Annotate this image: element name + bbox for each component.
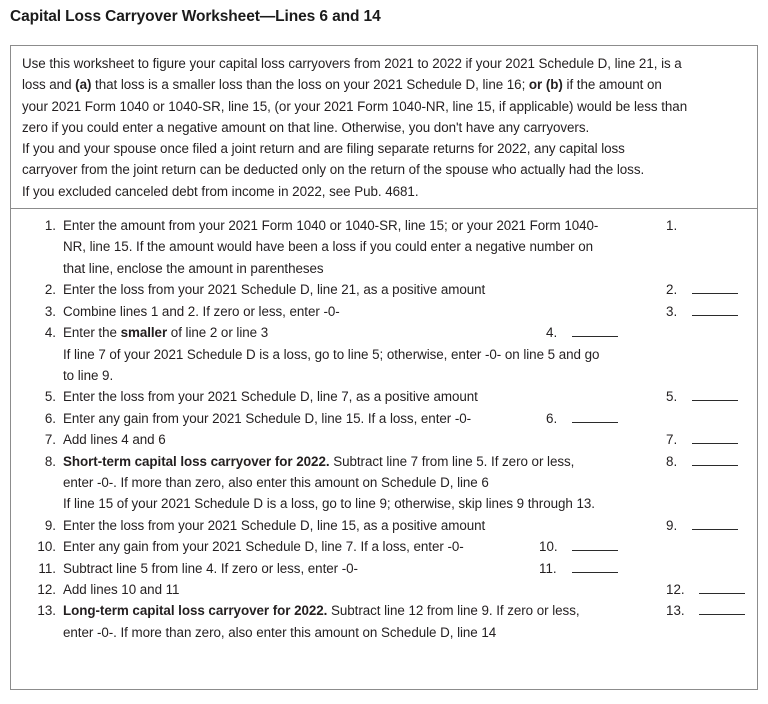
worksheet-line-4-note1 bbox=[11, 344, 757, 365]
intro-line-2-text: loss and (a) that loss is a smaller loss than the loss on your 2021 Schedule D, line 16; or (b) if the amount on bbox=[22, 77, 662, 93]
worksheet-line-4 bbox=[11, 322, 757, 343]
answer-field-5-rule[interactable] bbox=[692, 387, 738, 401]
worksheet-line-8-note bbox=[11, 493, 757, 514]
intro-line-2 bbox=[22, 74, 746, 95]
page-title: Capital Loss Carryover Worksheet—Lines 6 and 14 bbox=[10, 8, 381, 25]
line-text-5: Enter the loss from your 2021 Schedule D, line 7, as a positive amount bbox=[63, 389, 478, 405]
answer-field-10[interactable] bbox=[539, 536, 618, 557]
line-number-12: 12. bbox=[37, 581, 56, 597]
answer-field-1-rule[interactable] bbox=[692, 217, 738, 230]
answer-field-3[interactable] bbox=[666, 301, 738, 322]
worksheet-line-13-cont bbox=[11, 622, 757, 643]
intro-line-3: your 2021 Form 1040 or 1040-SR, line 15, (or your 2021 Form 1040-NR, line 15, if applicable) would be less than bbox=[22, 98, 688, 114]
answer-field-13[interactable] bbox=[666, 600, 745, 621]
worksheet-line-1 bbox=[11, 215, 757, 236]
answer-field-4-rule[interactable] bbox=[572, 323, 618, 337]
line-text-1b: NR, line 15. If the amount would have been a loss if you could enter a negative number on bbox=[63, 239, 594, 255]
line-8-bold-lead: Short-term capital loss carryover for 2022. bbox=[63, 453, 330, 469]
answer-field-5[interactable] bbox=[666, 386, 738, 407]
line-4-note-b: to line 9. bbox=[63, 367, 114, 383]
answer-field-11[interactable] bbox=[539, 558, 618, 579]
line-text-2: Enter the loss from your 2021 Schedule D, line 21, as a positive amount bbox=[63, 282, 486, 298]
line-text-13 bbox=[63, 600, 757, 621]
line-number-8: 8. bbox=[44, 453, 56, 469]
answer-field-1-label: 1. bbox=[666, 218, 678, 234]
answer-field-9[interactable] bbox=[666, 515, 738, 536]
line-number-2: 2. bbox=[44, 282, 56, 298]
worksheet-line-1-cont1 bbox=[11, 236, 757, 257]
answer-field-1[interactable] bbox=[666, 215, 738, 236]
answer-field-11-label: 11. bbox=[539, 560, 557, 576]
intro-line-1: Use this worksheet to figure your capital loss carryovers from 2021 to 2022 if your 2021 Schedule D, line 21, is a bbox=[22, 56, 682, 71]
line-number-3: 3. bbox=[44, 303, 56, 319]
line-text-3: Combine lines 1 and 2. If zero or less, enter -0- bbox=[63, 303, 340, 319]
answer-field-4[interactable] bbox=[546, 322, 618, 343]
line-8-note: If line 15 of your 2021 Schedule D is a loss, go to line 9; otherwise, skip lines 9 through 13. bbox=[63, 496, 595, 512]
line-number-9: 9. bbox=[44, 517, 56, 533]
line-text-7: Add lines 4 and 6 bbox=[63, 432, 166, 448]
line-text-11: Subtract line 5 from line 4. If zero or less, enter -0- bbox=[63, 560, 358, 576]
answer-field-12-label: 12. bbox=[666, 581, 685, 597]
worksheet-line-10 bbox=[11, 536, 757, 557]
line-text-8 bbox=[63, 451, 757, 472]
line-text-13b: enter -0-. If more than zero, also enter this amount on Schedule D, line 14 bbox=[63, 624, 497, 640]
worksheet-line-8 bbox=[11, 451, 757, 472]
answer-field-8[interactable] bbox=[666, 451, 738, 472]
worksheet-line-3 bbox=[11, 301, 757, 322]
answer-field-7-rule[interactable] bbox=[692, 430, 738, 444]
answer-field-6[interactable] bbox=[546, 408, 618, 429]
worksheet-line-8-cont bbox=[11, 472, 757, 493]
worksheet-line-12 bbox=[11, 579, 757, 600]
answer-field-10-label: 10. bbox=[539, 539, 558, 555]
intro-block bbox=[11, 46, 757, 209]
answer-field-7[interactable] bbox=[666, 429, 738, 450]
line-4-note-a: If line 7 of your 2021 Schedule D is a loss, go to line 5; otherwise, enter -0- on line 5 and go bbox=[63, 346, 600, 362]
answer-field-2-rule[interactable] bbox=[692, 280, 738, 294]
line-number-4: 4. bbox=[44, 325, 56, 341]
worksheet-line-7 bbox=[11, 429, 757, 450]
answer-field-11-rule[interactable] bbox=[572, 559, 618, 573]
line-text-10: Enter any gain from your 2021 Schedule D, line 7. If a loss, enter -0- bbox=[63, 539, 464, 555]
intro-line-6: carryover from the joint return can be deducted only on the return of the spouse who actually had the loss. bbox=[22, 162, 645, 178]
answer-field-8-rule[interactable] bbox=[692, 452, 738, 466]
answer-field-2[interactable] bbox=[666, 279, 738, 300]
worksheet-body-box bbox=[10, 45, 758, 690]
line-text-4 bbox=[63, 322, 757, 343]
answer-field-12[interactable] bbox=[666, 579, 745, 600]
worksheet-line-11 bbox=[11, 558, 757, 579]
answer-field-10-rule[interactable] bbox=[572, 537, 618, 551]
line-number-5: 5. bbox=[44, 389, 56, 405]
worksheet-line-4-note2 bbox=[11, 365, 757, 386]
answer-field-6-rule[interactable] bbox=[572, 409, 618, 423]
answer-field-9-label: 9. bbox=[666, 517, 678, 533]
line-number-7: 7. bbox=[44, 432, 56, 448]
line-13-rest: Subtract line 12 from line 9. If zero or less, bbox=[327, 603, 580, 619]
answer-field-9-rule[interactable] bbox=[692, 516, 738, 530]
line-number-13: 13. bbox=[37, 603, 56, 619]
answer-field-2-label: 2. bbox=[666, 282, 678, 298]
answer-field-3-label: 3. bbox=[666, 303, 678, 319]
line-number-10: 10. bbox=[37, 539, 56, 555]
intro-line-4: zero if you could enter a negative amount on that line. Otherwise, you don't have any carryovers. bbox=[22, 119, 590, 135]
answer-field-13-label: 13. bbox=[666, 603, 685, 619]
answer-field-8-label: 8. bbox=[666, 453, 678, 469]
line-13-bold-lead: Long-term capital loss carryover for 2022. bbox=[63, 603, 328, 619]
answer-field-7-label: 7. bbox=[666, 432, 678, 448]
worksheet-line-6 bbox=[11, 408, 757, 429]
line-number-11: 11. bbox=[38, 560, 56, 576]
answer-field-13-rule[interactable] bbox=[699, 601, 745, 615]
answer-field-3-rule[interactable] bbox=[692, 302, 738, 316]
worksheet-line-2 bbox=[11, 279, 757, 300]
line-text-8b: enter -0-. If more than zero, also enter this amount on Schedule D, line 6 bbox=[63, 474, 489, 490]
worksheet-line-5 bbox=[11, 386, 757, 407]
intro-line-5: If you and your spouse once filed a joint return and are filing separate returns for 2022, any capital loss bbox=[22, 141, 625, 157]
line-text-4-run: Enter the smaller of line 2 or line 3 bbox=[63, 325, 269, 341]
answer-field-4-label: 4. bbox=[546, 325, 558, 341]
answer-field-6-label: 6. bbox=[546, 410, 558, 426]
line-text-1c: that line, enclose the amount in parentheses bbox=[63, 260, 324, 276]
line-number-6: 6. bbox=[44, 410, 56, 426]
worksheet-line-9 bbox=[11, 515, 757, 536]
line-number-1: 1. bbox=[44, 218, 56, 234]
worksheet-line-13 bbox=[11, 600, 757, 621]
answer-field-5-label: 5. bbox=[666, 389, 678, 405]
worksheet-line-1-cont2 bbox=[11, 258, 757, 279]
line-text-9: Enter the loss from your 2021 Schedule D, line 15, as a positive amount bbox=[63, 517, 486, 533]
answer-field-12-rule[interactable] bbox=[699, 580, 745, 594]
line-text-12: Add lines 10 and 11 bbox=[63, 581, 180, 597]
line-text-1a: Enter the amount from your 2021 Form 1040 or 1040-SR, line 15; or your 2021 Form 1040- bbox=[63, 218, 599, 234]
worksheet-lines bbox=[11, 209, 757, 643]
line-8-rest: Subtract line 7 from line 5. If zero or less, bbox=[329, 453, 575, 469]
line-text-6: Enter any gain from your 2021 Schedule D, line 15. If a loss, enter -0- bbox=[63, 410, 472, 426]
intro-line-7: If you excluded canceled debt from income in 2022, see Pub. 4681. bbox=[22, 183, 419, 199]
